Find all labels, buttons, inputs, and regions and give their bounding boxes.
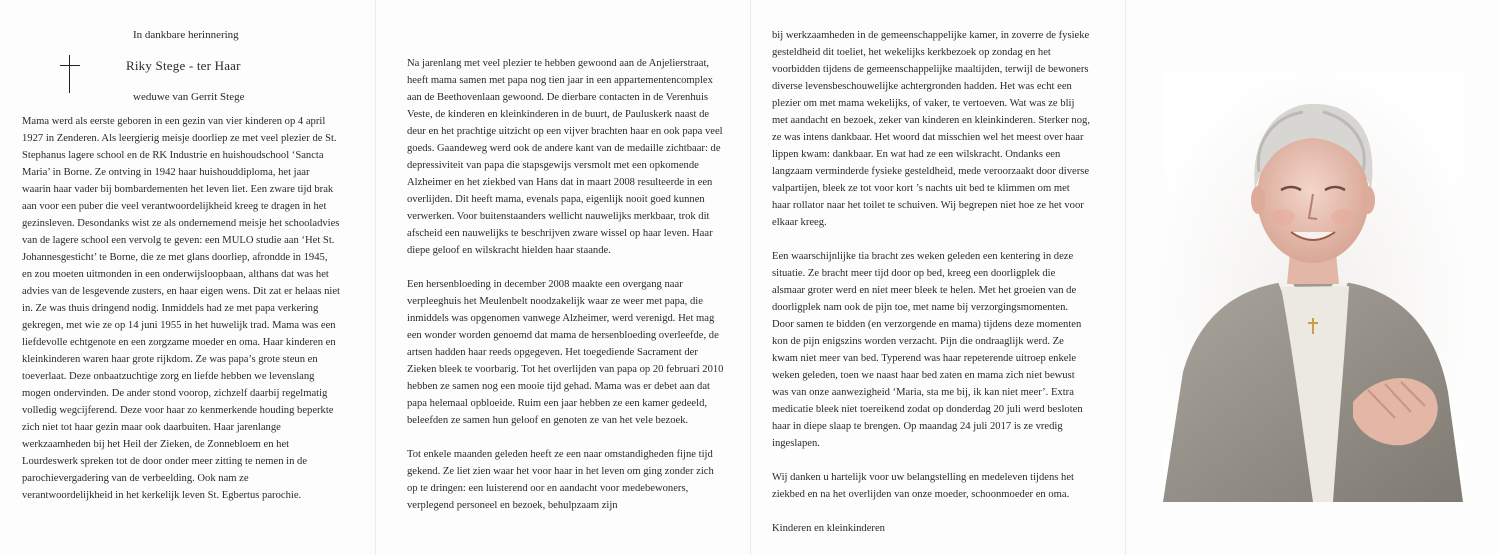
text-column-1	[22, 113, 340, 504]
paragraph: Mama werd als eerste geboren in een gezin van vier kinderen op 4 april 1927 in Zenderen. Als leergierig meisje doorliep ze met veel plezier de St. Stephanus lagere school en de RK Industrie en huishoudschool ‘Sancta Maria’ in Borne. Ze ontving in 1942 haar huishouddiploma, het jaar waarin haar vader bij bombardementen het leven liet. Een zware tijd brak aan voor een puber die veel verantwoordelijkheid kreeg te dragen in het gezinsleven. Desondanks wist ze als ondernemend meisje het schooladvies van de lagere school een vervolg te geven: een MULO studie aan ‘Het St. Johannesgesticht’ te Borne, die ze met glans doorliep, afrondde in 1945, en zou moeten uitmonden in een onderwijsloopbaan, althans dat was het advies van de lesgevende zusters, en haar eigen wens. Dit zat er helaas niet in. Ze was thuis dringend nodig. Inmiddels had ze met papa verkering gekregen, met wie ze op 14 juni 1955 in het huwelijk trad. Mama was een liefdevolle echtgenote en een zorgzame moeder en oma. Haar kinderen en kleinkinderen waren haar grote rijkdom. Ze was papa’s grote steun en toeverlaat. Deze onbaatzuchtige zorg en liefde hebben we levenslang mogen ondervinden. De ander stond voorop, zichzelf daarbij regelmatig volledig wegcijferend. Deze voor haar zo kenmerkende houding beperkte zich niet tot haar gezin maar ook daarbuiten. Haar jarenlange werkzaamheden bij het Heil der Zieken, de Zonnebloem en het Lourdeswerk spreken tot de door onder meer zitting te nemen in de parochievergadering van de verbeelding. Ook nam ze verantwoordelijkheid in het kerkelijk leven St. Egbertus parochie.	[22, 116, 340, 501]
paragraph: Een waarschijnlijke tia bracht zes weken geleden een kentering in deze situatie. Ze bracht meer tijd door op bed, kreeg een doorligplek die alsmaar groter werd en niet meer bleek te helen. Met het groeien van de doorligplek nam ook de pijn toe, met name bij verzorgingsmomenten. Door samen te bidden (en verzorgende en mama) tijdens deze momenten kon de pijn enigszins worden verzacht. Pijn die ondraaglijk werd. Ze kwam niet meer van bed. Typerend was haar repeterende uitroep enkele weken geleden, toen we naast haar bed zaten en mama zich niet bewust was van onze aanwezigheid ‘Maria, sta me bij, ik kan niet meer’. Extra medicatie bleek niet toereikend zodat op donderdag 20 juli werd besloten haar in diepe slaap te brengen. Op maandag 24 juli 2017 is ze vredig ingeslapen.	[772, 251, 1083, 449]
deceased-subtitle: weduwe van Gerrit Stege	[133, 91, 245, 103]
memorial-line: In dankbare herinnering	[133, 29, 239, 41]
paragraph: Na jarenlang met veel plezier te hebben gewoond aan de Anjelierstraat, heeft mama samen met papa nog tien jaar in een appartementencomplex aan de Beethovenlaan gewoond. De dierbare contacten in de Verenhuis Veste, de kinderen en kleinkinderen in de buurt, de Pauluskerk naast de deur en het prachtige uitzicht op een vijver brachten haar en ook papa veel goeds. Gaandeweg werd ook de andere kant van de medaille zichtbaar: de depressiviteit van papa die stapsgewijs versmolt met een opkomende Alzheimer en het ziekbed van Hans dat in maart 2008 resulteerde in een overlijden. Dit heeft mama, evenals papa, eigenlijk nooit goed kunnen verwerken. Voor buitenstaanders wellicht nauwelijks merkbaar, trok dit afscheid een nauwelijks te beschrijven zware wissel op haar leven. Haar diepe geloof en wilskracht hielden haar staande.	[407, 58, 723, 256]
paragraph: Tot enkele maanden geleden heeft ze een naar omstandigheden fijne tijd gekend. Ze liet zien waar het voor haar in het leven om ging zonder zich op te dringen: een luisterend oor en aandacht voor medebewoners, verplegend personeel en bezoek, behulpzaam zijn	[407, 449, 714, 511]
text-column-2	[407, 55, 725, 514]
cross-icon	[60, 55, 80, 93]
paragraph: Een hersenbloeding in december 2008 maakte een overgang naar verpleeghuis het Meulenbelt noodzakelijk waar ze weer met papa, die inmiddels was opgenomen vanwege Alzheimer, werd verenigd. Het mag een wonder worden genoemd dat mama de hersenbloeding overleefde, de artsen hadden haar reeds opgegeven. Het toegediende Sacrament der Zieken bleek te voorbarig. Tot het overlijden van papa op 20 februari 2010 hebben ze samen nog een mooie tijd gehad. Mama was er debet aan dat papa helemaal opbloeide. Ruim een jaar hebben ze een kamer gedeeld, beleefden ze samen hun geloof en genoten ze van het vele bezoek.	[407, 279, 724, 426]
portrait-photo	[1163, 72, 1463, 502]
text-column-3	[772, 27, 1090, 537]
panel-fold	[750, 0, 751, 555]
paragraph: bij werkzaamheden in de gemeenschappelijke kamer, in zoverre de fysieke gesteldheid dit toeliet, het wekelijks kerkbezoek op zondag en het voorbidden tijdens de gemeenschappelijke maaltijden, terwijl de bewoners diverse levensbeschouwelijke achtergronden hadden. Het was echt een plezier om met mama wekelijks, of vaker, te vertoeven. Wat was ze blij met aandacht en bezoek, zeker van kinderen en kleinkinderen. Sterker nog, ze was intens dankbaar. Het woord dat misschien wel het meest over haar lippen kwam: dankbaar. En wat had ze een wilskracht. Ondanks een langzaam verminderde fysieke gesteldheid, mede veroorzaakt door diverse valpartijen, bleek ze tot voor kort ’s nachts uit bed te klimmen om met haar rollator naar het toilet te schuiven. Wij begrepen niet hoe ze het voor elkaar kreeg.	[772, 30, 1090, 228]
paragraph: Wij danken u hartelijk voor uw belangstelling en medeleven tijdens het ziekbed en na het overlijden van onze moeder, schoonmoeder en oma.	[772, 472, 1074, 500]
panel-fold	[375, 0, 376, 555]
signature-line: Kinderen en kleinkinderen	[772, 523, 885, 534]
panel-fold	[1125, 0, 1126, 555]
deceased-name: Riky Stege - ter Haar	[126, 58, 241, 73]
